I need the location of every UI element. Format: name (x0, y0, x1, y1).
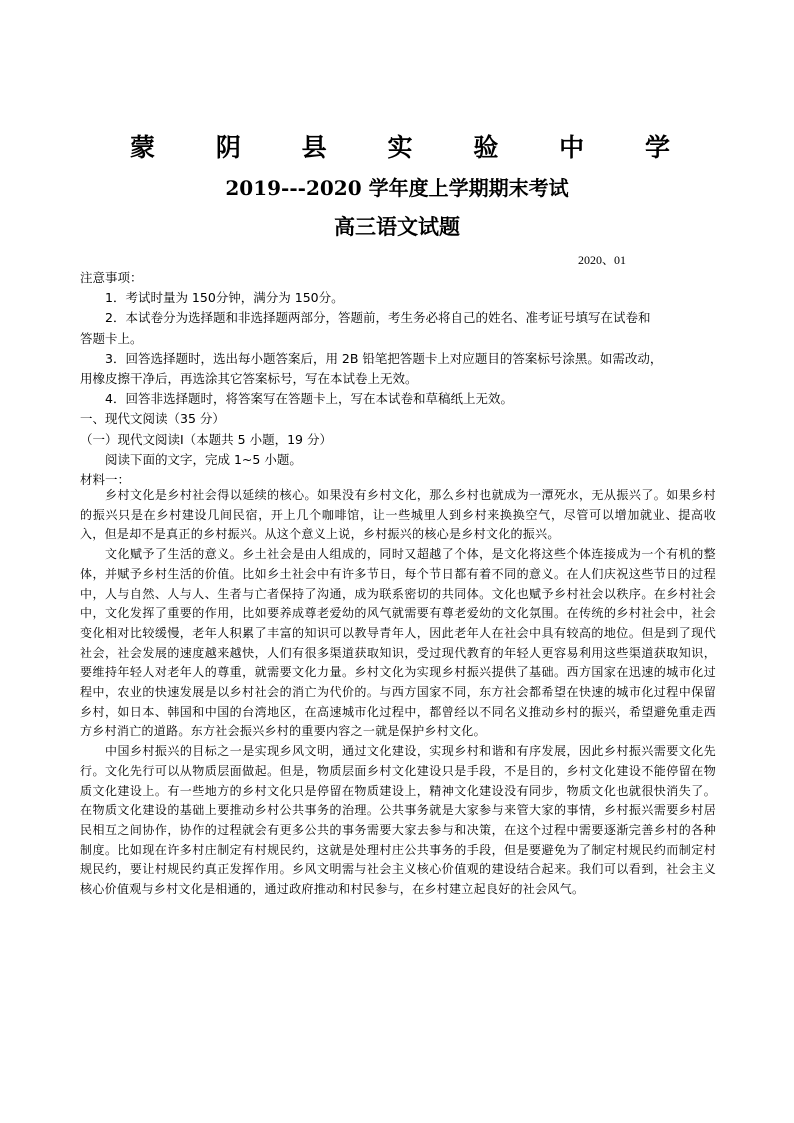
school-name-char: 中 (559, 133, 585, 162)
passage-paragraph-3: 中国乡村振兴的目标之一是实现乡风文明，通过文化建设，实现乡村和谐和有序发展，因此乡村振兴需要文化先行。文化先行可以从物质层面做起。但是，物质层面乡村文化建设只是手段，不是目的，乡村文化建设不能停留在物质文化建设上。有一些地方的乡村文化只是停留在物质建设上，精神文化建设没有同步，物质文化也就很快消失了。在物质文化建设的基础上要推动乡村公共事务的治理。公共事务就是大家参与来管大家的事情，乡村振兴需要乡村居民相互之间协作，协作的过程就会有更多公共的事务需要大家去参与和决策，在这个过程中需要逐渐完善乡村的各种制度。比如现在许多村庄制定有村规民约，这就是处理村庄公共事务的手段，但是要避免为了制定村规民约而制定村规民约，要让村规民约真正发挥作用。乡风文明需与社会主义核心价值观的建设结合起来。我们可以看到，社会主义核心价值观与乡村文化是相通的，通过政府推动和村民参与，在乡村建立起良好的社会风气。 (80, 744, 716, 897)
section-heading: 一、现代文阅读（35 分） (80, 411, 225, 427)
notes-section (80, 268, 720, 490)
material-label: 材料一： (80, 472, 131, 488)
note-item-2-cont: 答题卡上。 (80, 330, 143, 346)
school-name-char: 阴 (215, 133, 241, 162)
school-name (130, 128, 670, 164)
exam-title: 2019---2020 学年度上学期期末考试 (225, 176, 569, 200)
reading-passage (80, 486, 716, 900)
subsection-heading: （一）现代文阅读Ⅰ（本题共 5 小题，19 分） (80, 431, 332, 447)
note-item-3-cont: 用橡皮擦干净后，再选涂其它答案标号，写在本试卷上无效。 (80, 371, 418, 387)
school-name-char: 实 (387, 133, 413, 162)
note-item-1: 1．考试时量为 150分钟，满分为 150分。 (105, 290, 344, 306)
subject-title: 高三语文试题 (334, 214, 460, 239)
note-item-3: 3．回答选择题时，选出每小题答案后，用 2B 铅笔把答题卡上对应题目的答案标号涂黑。如需改动， (105, 350, 663, 366)
school-name-char: 验 (473, 133, 499, 162)
school-name-char: 学 (644, 133, 670, 162)
exam-date: 2020、01 (578, 253, 627, 267)
school-name-char: 蒙 (130, 133, 156, 162)
passage-paragraph-1: 乡村文化是乡村社会得以延续的核心。如果没有乡村文化，那么乡村也就成为一潭死水，无从振兴了。如果乡村的振兴只是在乡村建设几间民宿，开上几个咖啡馆，让一些城里人到乡村来换换空气，尽管可以增加就业、提高收入，但是却不是真正的乡村振兴。从这个意义上说，乡村振兴的核心是乡村文化的振兴。 (80, 488, 716, 542)
note-item-4: 4．回答非选择题时，将答案写在答题卡上，写在本试卷和草稿纸上无效。 (105, 391, 513, 407)
passage-paragraph-2: 文化赋予了生活的意义。乡土社会是由人组成的，同时又超越了个体，是文化将这些个体连接成为一个有机的整体，并赋予乡村生活的价值。比如乡土社会中有许多节日，每个节日都有着不同的意义。在人们庆祝这些节日的过程中，人与自然、人与人、生者与亡者保持了沟通，成为联系密切的共同体。文化也赋予乡村社会以秩序。在乡村社会中，文化发挥了重要的作用，比如要养成尊老爱幼的风气就需要有尊老爱幼的文化氛围。在传统的乡村社会中，社会变化相对比较缓慢，老年人积累了丰富的知识可以教导青年人，因此老年人在社会中具有较高的地位。但是到了现代社会，社会发展的速度越来越快，人们有很多渠道获取知识，受过现代教育的年轻人更容易利用这些渠道获取知识，要维持年轻人对老年人的尊重，就需要文化力量。乡村文化为实现乡村振兴提供了基础。西方国家在迅速的城市化过程中，农业的快速发展是以乡村社会的消亡为代价的。与西方国家不同，东方社会都希望在快速的城市化过程中保留乡村，如日本、韩国和中国的台湾地区，在高速城市化过程中，都曾经以不同名义推动乡村的振兴，希望避免重走西方乡村消亡的道路。东方社会振兴乡村的重要内容之一就是保护乡村文化。 (80, 547, 716, 739)
notes-heading: 注意事项： (80, 270, 143, 285)
note-item-2: 2．本试卷分为选择题和非选择题两部分，答题前，考生务必将自己的姓名、准考证号填写在试卷和 (105, 310, 651, 326)
reading-instruction: 阅读下面的文字，完成 1~5 小题。 (105, 451, 302, 467)
school-name-char: 县 (301, 133, 327, 162)
